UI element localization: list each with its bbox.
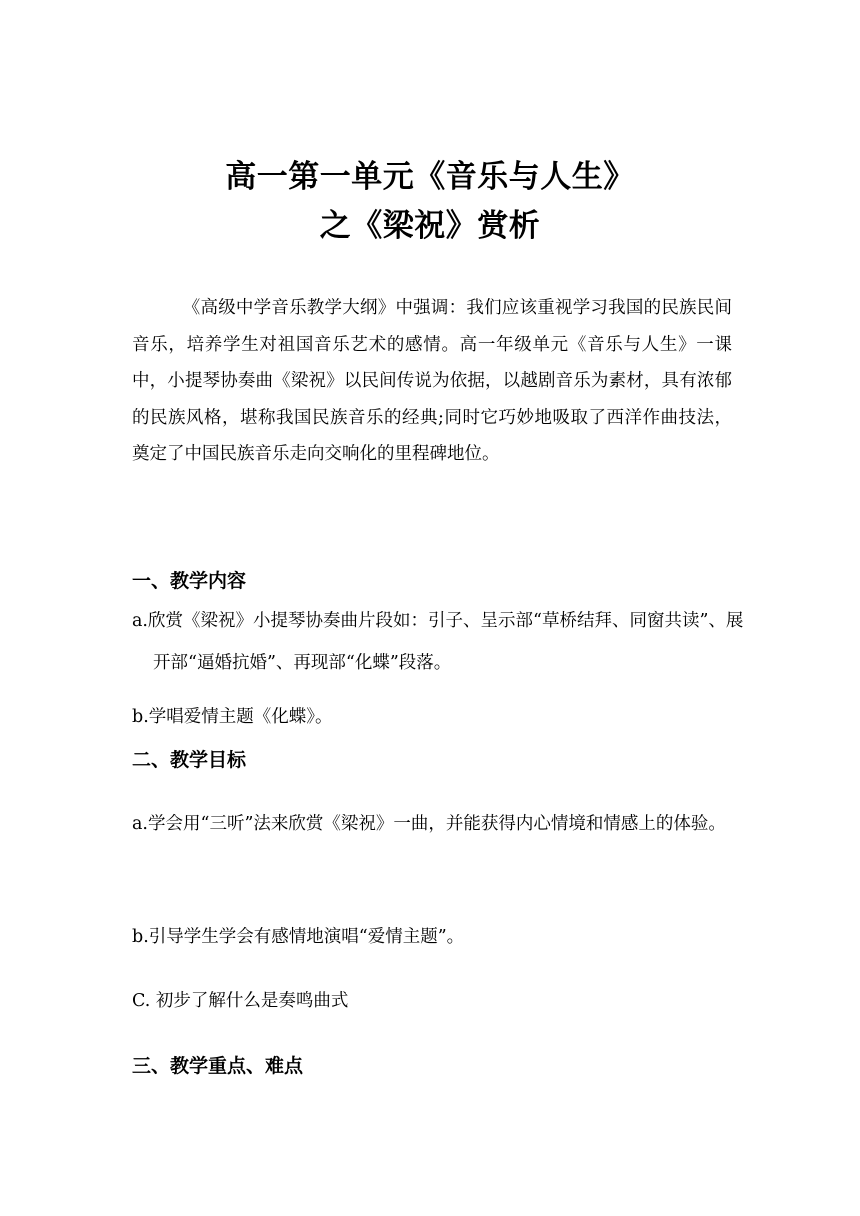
- document-title-line-1: 高一第一单元《音乐与人生》: [225, 159, 635, 195]
- objective-item-a: a.学会用“三听”法来欣赏《梁祝》一曲，并能获得内心情境和情感上的体验。: [132, 814, 726, 834]
- objective-item-b: b.引导学生学会有感情地演唱“爱情主题”。: [132, 927, 465, 947]
- content-item-b: b.学唱爱情主题《化蝶》。: [132, 707, 333, 727]
- section-heading-content: 一、教学内容: [132, 570, 247, 592]
- document-title-line-2: 之《梁祝》赏析: [319, 208, 541, 244]
- section-heading-objectives: 二、教学目标: [132, 749, 247, 771]
- content-item-a: a.欣赏《梁祝》小提琴协奏曲片段如：引子、呈示部“草桥结拜、同窗共读”、展开部“逼婚抗婚”、再现部“化蝶”段落。: [132, 611, 744, 673]
- intro-paragraph: 《高级中学音乐教学大纲》中强调：我们应该重视学习我国的民族民间音乐，培养学生对祖国音乐艺术的感情。高一年级单元《音乐与人生》一课中，小提琴协奏曲《梁祝》以民间传说为依据，以越剧音乐为素材，具有浓郁的民族风格，堪称我国民族音乐的经典;同时它巧妙地吸取了西洋作曲技法，奠定了中国民族音乐走向交响化的里程碑地位。: [132, 298, 732, 465]
- section-heading-key-points: 三、教学重点、难点: [132, 1055, 304, 1077]
- objective-item-c: C. 初步了解什么是奏鸣曲式: [132, 991, 349, 1011]
